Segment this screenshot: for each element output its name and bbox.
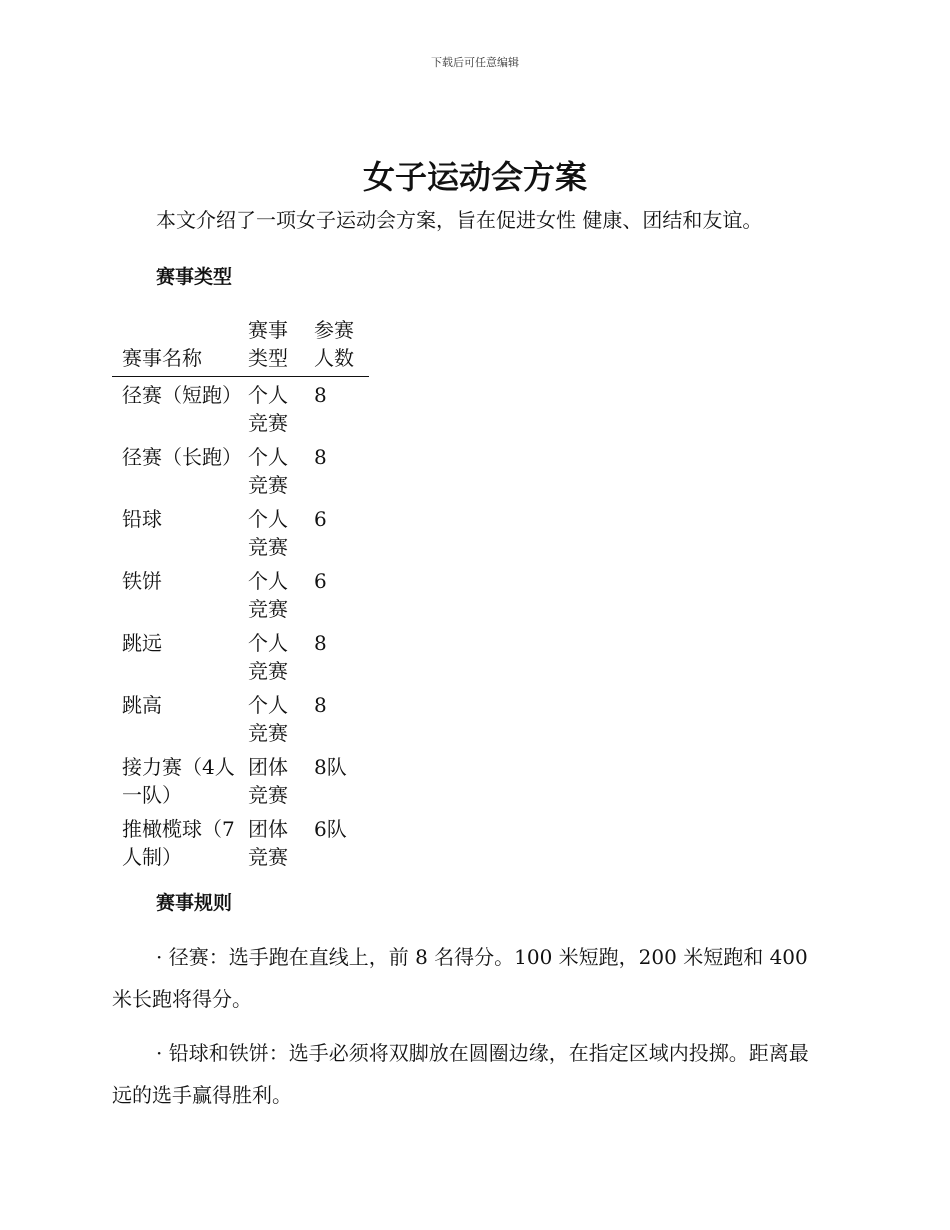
event-type-cell: 个人竞赛 bbox=[248, 445, 288, 497]
column-header-event-type: 赛事类型 bbox=[238, 316, 304, 377]
event-types-table bbox=[112, 316, 369, 873]
table-header-row bbox=[112, 316, 369, 377]
event-name-cell: 跳远 bbox=[122, 631, 162, 655]
rule-item-shot-discus: · 铅球和铁饼：选手必须将双脚放在圆圈边缘，在指定区域内投掷。距离最远的选手赢得胜利。 bbox=[112, 1041, 809, 1107]
table-row bbox=[112, 501, 369, 563]
document-title: 女子运动会方案 bbox=[362, 158, 587, 196]
intro-paragraph: 本文介绍了一项女子运动会方案，旨在促进女性 健康、团结和友谊。 bbox=[156, 208, 763, 232]
event-type-cell: 个人竞赛 bbox=[248, 383, 288, 435]
column-header-participants: 参赛人数 bbox=[304, 316, 369, 377]
event-name-cell: 径赛（长跑） bbox=[122, 445, 242, 469]
participants-cell: 8 bbox=[314, 631, 327, 655]
participants-cell: 8队 bbox=[314, 755, 347, 779]
event-type-cell: 个人竞赛 bbox=[248, 631, 288, 683]
event-name-cell: 径赛（短跑） bbox=[122, 383, 242, 407]
table-row bbox=[112, 439, 369, 501]
page-header-note: 下载后可任意编辑 bbox=[431, 56, 519, 69]
participants-cell: 6队 bbox=[314, 817, 347, 841]
section-heading-event-types: 赛事类型 bbox=[156, 266, 233, 288]
table-row bbox=[112, 563, 369, 625]
participants-cell: 8 bbox=[314, 445, 327, 469]
table-row bbox=[112, 625, 369, 687]
event-type-cell: 个人竞赛 bbox=[248, 569, 288, 621]
event-name-cell: 铅球 bbox=[122, 507, 162, 531]
event-type-cell: 团体竞赛 bbox=[248, 817, 288, 869]
event-type-cell: 个人竞赛 bbox=[248, 693, 288, 745]
event-name-cell: 推橄榄球（7人制） bbox=[122, 817, 235, 869]
event-type-cell: 团体竞赛 bbox=[248, 755, 288, 807]
table-row bbox=[112, 377, 369, 440]
table-row bbox=[112, 749, 369, 811]
rule-item-track: · 径赛：选手跑在直线上，前 8 名得分。100 米短跑，200 米短跑和 400 米长跑将得分。 bbox=[112, 945, 808, 1011]
event-name-cell: 铁饼 bbox=[122, 569, 162, 593]
table-row bbox=[112, 811, 369, 873]
participants-cell: 6 bbox=[314, 569, 327, 593]
event-name-cell: 接力赛（4人一队） bbox=[122, 755, 235, 807]
event-name-cell: 跳高 bbox=[122, 693, 162, 717]
participants-cell: 8 bbox=[314, 383, 327, 407]
participants-cell: 8 bbox=[314, 693, 327, 717]
section-heading-event-rules: 赛事规则 bbox=[156, 892, 233, 914]
participants-cell: 6 bbox=[314, 507, 327, 531]
event-type-cell: 个人竞赛 bbox=[248, 507, 288, 559]
table-row bbox=[112, 687, 369, 749]
column-header-event-name: 赛事名称 bbox=[112, 316, 238, 377]
